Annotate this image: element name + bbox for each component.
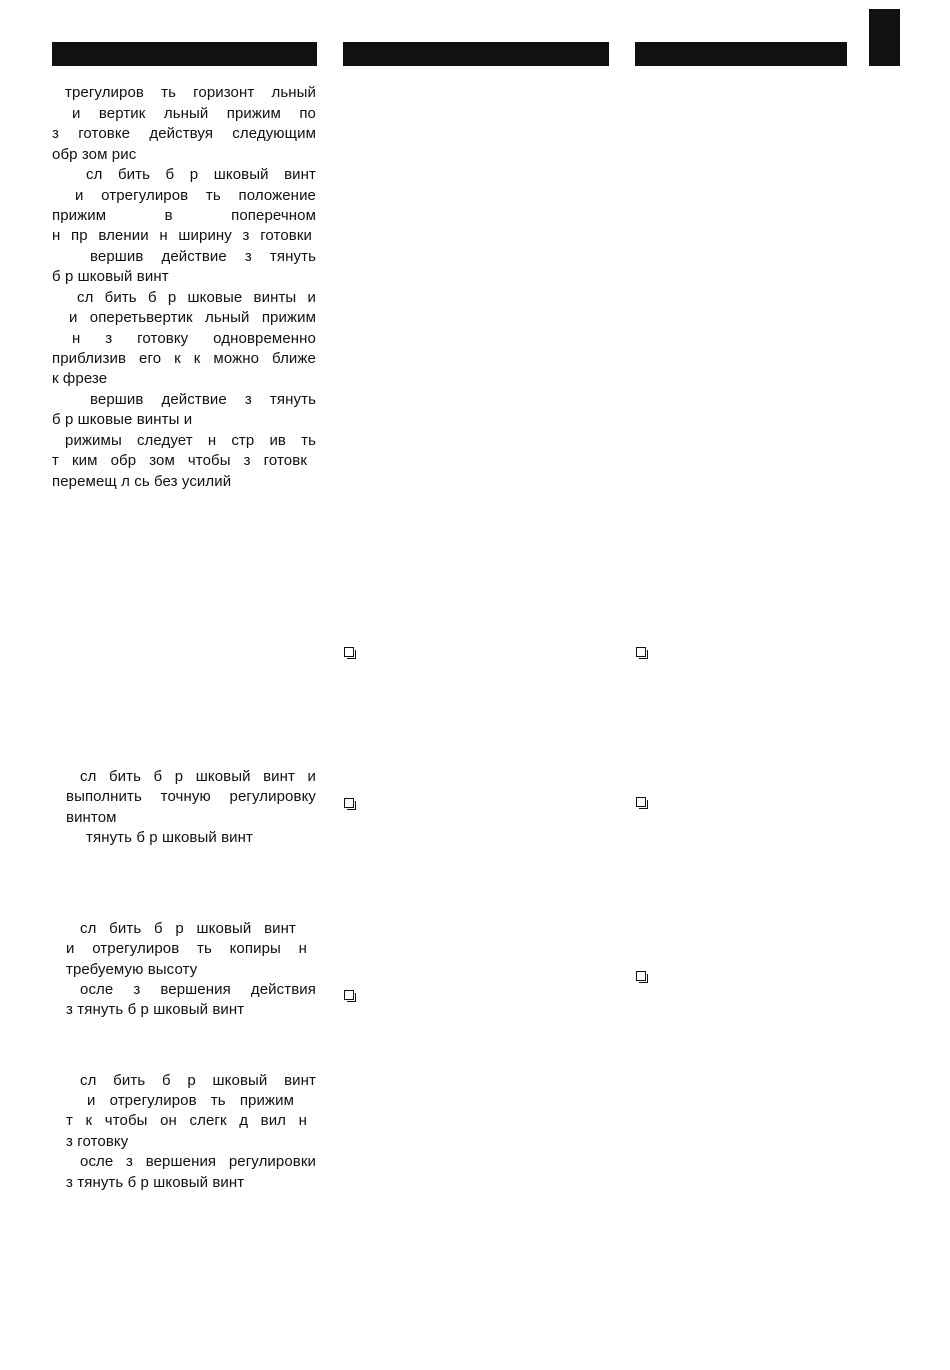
text-line: н пр влении н ширину з готовки xyxy=(52,227,312,244)
checkbox-icon xyxy=(636,971,646,981)
text-line: з готовке действуя следующим xyxy=(52,125,316,142)
text-line: осле з вершения действия xyxy=(80,981,316,998)
text-line: вершив действие з тянуть xyxy=(90,391,316,408)
column3-header-bar xyxy=(635,42,847,66)
checkbox-icon xyxy=(636,647,646,657)
text-line: прижим в поперечном xyxy=(52,207,316,224)
text-line: з тянуть б р шковый винт xyxy=(66,1174,245,1191)
text-line: з тянуть б р шковый винт xyxy=(66,1001,245,1018)
checkbox-icon xyxy=(344,647,354,657)
text-line: и отрегулиров ть прижим xyxy=(87,1092,294,1109)
text-line: приблизив его к к можно ближе xyxy=(52,350,316,367)
text-line: к фрезе xyxy=(52,370,108,387)
text-line: и отрегулиров ть положение xyxy=(75,187,316,204)
text-line: сл бить б р шковый винт xyxy=(80,920,296,937)
text-line: т ким обр зом чтобы з готовк xyxy=(52,452,307,469)
text-line: и вертик льный прижим по xyxy=(72,105,316,122)
text-line: вершив действие з тянуть xyxy=(90,248,316,265)
checkbox-icon xyxy=(344,990,354,1000)
text-line: перемещ л сь без усилий xyxy=(52,473,232,490)
text-line: винтом xyxy=(66,809,117,826)
column2-header-bar xyxy=(343,42,609,66)
text-line: сл бить б р шковый винт xyxy=(86,166,316,183)
text-line: трегулиров ть горизонт льный xyxy=(65,84,316,101)
page-corner-tab xyxy=(869,9,900,66)
text-line: сл бить б р шковый винт xyxy=(80,1072,316,1089)
text-line: осле з вершения регулировки xyxy=(80,1153,316,1170)
column1-header-bar xyxy=(52,42,317,66)
text-line: т к чтобы он слегк д вил н xyxy=(66,1112,307,1129)
text-line: требуемую высоту xyxy=(66,961,198,978)
text-line: сл бить б р шковые винты и xyxy=(77,289,316,306)
text-line: н з готовку одновременно xyxy=(72,330,316,347)
text-line: и отрегулиров ть копиры н xyxy=(66,940,307,957)
text-line: тянуть б р шковый винт xyxy=(86,829,254,846)
text-line: рижимы следует н стр ив ть xyxy=(65,432,316,449)
text-line: обр зом рис xyxy=(52,146,137,163)
text-line: сл бить б р шковый винт и xyxy=(80,768,316,785)
text-line: выполнить точную регулировку xyxy=(66,788,316,805)
checkbox-icon xyxy=(636,797,646,807)
text-line: б р шковые винты и xyxy=(52,411,193,428)
checkbox-icon xyxy=(344,798,354,808)
text-line: з готовку xyxy=(66,1133,129,1150)
text-line: и оперетьвертик льный прижим xyxy=(69,309,316,326)
text-line: б р шковый винт xyxy=(52,268,169,285)
